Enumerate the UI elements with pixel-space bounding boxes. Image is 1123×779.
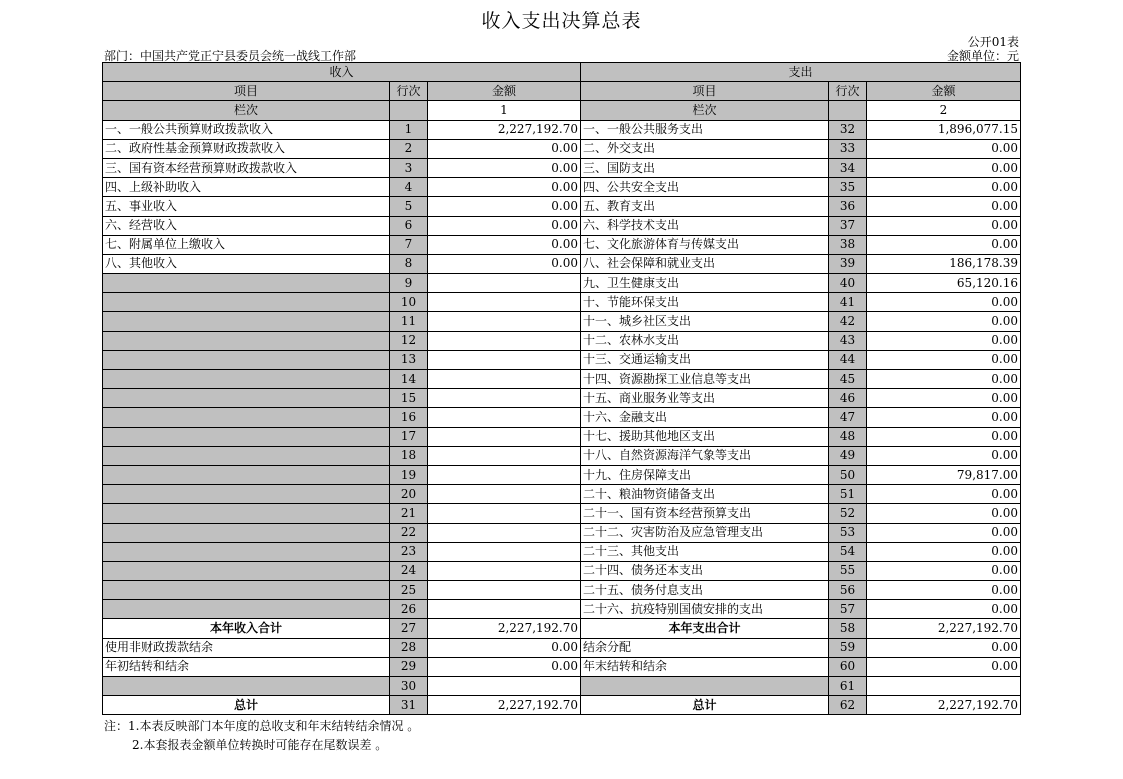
expense-item-cell: 十六、金融支出	[581, 408, 829, 427]
expense-item-cell: 九、卫生健康支出	[581, 274, 829, 293]
table-row	[103, 293, 1021, 312]
expense-amount-cell: 2,227,192.70	[867, 696, 1021, 715]
table-row	[103, 465, 1021, 484]
page-title: 收入支出决算总表	[481, 10, 642, 32]
income-amount-cell: 0.00	[428, 254, 581, 273]
income-item-cell: 使用非财政拨款结余	[103, 638, 390, 657]
expense-amount-cell: 0.00	[867, 178, 1021, 197]
income-amount-cell	[428, 331, 581, 350]
expense-item-cell: 十七、援助其他地区支出	[581, 427, 829, 446]
income-rowno-cell: 26	[390, 600, 428, 619]
expense-rowno-cell: 36	[829, 197, 867, 216]
income-amount-cell	[428, 542, 581, 561]
expense-item-cell: 二十六、抗疫特别国债安排的支出	[581, 600, 829, 619]
expense-rowno-cell: 34	[829, 158, 867, 177]
amount-unit-label: 金额单位：元	[946, 49, 1019, 63]
income-rowno-cell: 30	[390, 677, 428, 696]
table-row	[103, 677, 1021, 696]
income-rowno-cell: 22	[390, 523, 428, 542]
expense-item-cell: 一、一般公共服务支出	[581, 120, 829, 139]
expense-amount-cell: 0.00	[867, 197, 1021, 216]
expense-item-cell: 八、社会保障和就业支出	[581, 254, 829, 273]
income-amount-cell	[428, 485, 581, 504]
income-rowno-cell: 20	[390, 485, 428, 504]
income-rowno-header: 行次	[390, 82, 428, 101]
income-col-number: 1	[428, 101, 581, 120]
expense-rowno-cell: 58	[829, 619, 867, 638]
expense-amount-cell: 0.00	[867, 312, 1021, 331]
income-amount-cell: 0.00	[428, 235, 581, 254]
table-row	[103, 178, 1021, 197]
income-item-cell: 一、一般公共预算财政拨款收入	[103, 120, 390, 139]
expense-amount-cell: 0.00	[867, 158, 1021, 177]
expense-item-cell: 十五、商业服务业等支出	[581, 389, 829, 408]
income-item-cell: 二、政府性基金预算财政拨款收入	[103, 139, 390, 158]
expense-item-cell: 二十三、其他支出	[581, 542, 829, 561]
expense-item-cell: 二十五、债务付息支出	[581, 581, 829, 600]
expense-rowno-cell: 59	[829, 638, 867, 657]
income-header: 收入	[103, 63, 581, 82]
income-rowno-cell: 1	[390, 120, 428, 139]
expense-rowno-cell: 55	[829, 561, 867, 580]
expense-item-cell: 结余分配	[581, 638, 829, 657]
expense-rowno-cell: 49	[829, 446, 867, 465]
expense-rowno-cell: 35	[829, 178, 867, 197]
expense-item-cell	[581, 677, 829, 696]
income-amount-cell: 2,227,192.70	[428, 619, 581, 638]
expense-rowno-cell: 43	[829, 331, 867, 350]
income-amount-cell: 0.00	[428, 638, 581, 657]
expense-amount-cell: 0.00	[867, 504, 1021, 523]
income-item-cell	[103, 331, 390, 350]
income-item-cell: 六、经营收入	[103, 216, 390, 235]
income-rowno-cell: 5	[390, 197, 428, 216]
income-item-cell	[103, 600, 390, 619]
income-amount-cell: 0.00	[428, 216, 581, 235]
table-row	[103, 446, 1021, 465]
income-amount-cell	[428, 408, 581, 427]
income-amount-cell: 0.00	[428, 178, 581, 197]
expense-rowno-cell: 37	[829, 216, 867, 235]
note-1: 注：1.本表反映部门本年度的总收支和年末结转结余情况 。	[104, 719, 420, 733]
expense-item-cell: 二十一、国有资本经营预算支出	[581, 504, 829, 523]
income-item-cell	[103, 465, 390, 484]
income-amount-cell	[428, 465, 581, 484]
expense-amount-cell: 0.00	[867, 370, 1021, 389]
expense-item-cell: 七、文化旅游体育与传媒支出	[581, 235, 829, 254]
expense-amount-cell: 0.00	[867, 389, 1021, 408]
expense-rowno-cell: 45	[829, 370, 867, 389]
expense-amount-cell: 186,178.39	[867, 254, 1021, 273]
expense-rowno-cell: 53	[829, 523, 867, 542]
subtotal-row	[103, 619, 1021, 638]
table-row	[103, 350, 1021, 369]
income-expense-table	[102, 62, 1021, 715]
income-rowno-cell: 17	[390, 427, 428, 446]
income-item-cell	[103, 446, 390, 465]
income-amount-header: 金额	[428, 82, 581, 101]
expense-amount-cell: 0.00	[867, 331, 1021, 350]
income-item-cell: 八、其他收入	[103, 254, 390, 273]
expense-amount-cell: 0.00	[867, 581, 1021, 600]
expense-rowno-cell: 57	[829, 600, 867, 619]
expense-rowno-cell: 32	[829, 120, 867, 139]
expense-amount-cell: 0.00	[867, 542, 1021, 561]
expense-amount-cell: 0.00	[867, 657, 1021, 676]
income-amount-cell	[428, 350, 581, 369]
expense-item-cell: 十四、资源勘探工业信息等支出	[581, 370, 829, 389]
expense-item-cell: 六、科学技术支出	[581, 216, 829, 235]
expense-amount-cell: 0.00	[867, 408, 1021, 427]
table-header-columns	[103, 82, 1021, 101]
income-amount-cell	[428, 581, 581, 600]
income-amount-cell	[428, 389, 581, 408]
income-amount-cell: 0.00	[428, 197, 581, 216]
table-header-colno	[103, 101, 1021, 120]
expense-amount-cell: 65,120.16	[867, 274, 1021, 293]
expense-amount-cell: 0.00	[867, 446, 1021, 465]
table-row	[103, 139, 1021, 158]
income-amount-cell: 0.00	[428, 657, 581, 676]
income-rowno-cell: 24	[390, 561, 428, 580]
expense-rowno-cell: 60	[829, 657, 867, 676]
expense-item-header: 项目	[581, 82, 829, 101]
expense-item-cell: 本年支出合计	[581, 619, 829, 638]
income-rowno-cell: 27	[390, 619, 428, 638]
expense-item-cell: 年末结转和结余	[581, 657, 829, 676]
table-row	[103, 504, 1021, 523]
expense-amount-header: 金额	[867, 82, 1021, 101]
expense-item-cell: 十三、交通运输支出	[581, 350, 829, 369]
note-2: 2.本套报表金额单位转换时可能存在尾数误差 。	[132, 738, 388, 752]
income-item-cell: 年初结转和结余	[103, 657, 390, 676]
income-amount-cell	[428, 446, 581, 465]
expense-rowno-cell: 50	[829, 465, 867, 484]
income-amount-cell	[428, 312, 581, 331]
income-item-cell	[103, 274, 390, 293]
income-rowno-cell: 7	[390, 235, 428, 254]
table-row	[103, 274, 1021, 293]
total-row	[103, 696, 1021, 715]
expense-rowno-cell: 54	[829, 542, 867, 561]
income-rowno-cell: 10	[390, 293, 428, 312]
expense-rowno-cell: 61	[829, 677, 867, 696]
income-amount-cell: 0.00	[428, 139, 581, 158]
income-rowno-cell: 21	[390, 504, 428, 523]
table-row	[103, 216, 1021, 235]
expense-rowno-header: 行次	[829, 82, 867, 101]
income-rowno-cell: 28	[390, 638, 428, 657]
income-item-cell	[103, 542, 390, 561]
income-rowno-cell: 6	[390, 216, 428, 235]
expense-item-cell: 二十、粮油物资储备支出	[581, 485, 829, 504]
table-row	[103, 235, 1021, 254]
expense-col-label: 栏次	[581, 101, 829, 120]
expense-col-number: 2	[867, 101, 1021, 120]
income-amount-cell	[428, 274, 581, 293]
income-item-cell: 七、附属单位上缴收入	[103, 235, 390, 254]
income-item-cell	[103, 485, 390, 504]
table-row	[103, 657, 1021, 676]
income-item-cell	[103, 389, 390, 408]
income-amount-cell	[428, 600, 581, 619]
table-row	[103, 638, 1021, 657]
income-rowno-cell: 14	[390, 370, 428, 389]
expense-amount-cell: 1,896,077.15	[867, 120, 1021, 139]
income-item-cell	[103, 293, 390, 312]
income-item-cell	[103, 523, 390, 542]
expense-amount-cell: 0.00	[867, 293, 1021, 312]
table-row	[103, 561, 1021, 580]
income-rowno-cell: 23	[390, 542, 428, 561]
expense-amount-cell: 0.00	[867, 139, 1021, 158]
expense-rowno-cell: 62	[829, 696, 867, 715]
income-item-header: 项目	[103, 82, 390, 101]
expense-rowno-cell: 44	[829, 350, 867, 369]
expense-rowno-cell: 40	[829, 274, 867, 293]
expense-item-cell: 五、教育支出	[581, 197, 829, 216]
income-item-cell	[103, 504, 390, 523]
income-amount-cell	[428, 370, 581, 389]
income-amount-cell	[428, 677, 581, 696]
income-rowno-cell: 16	[390, 408, 428, 427]
expense-item-cell: 十一、城乡社区支出	[581, 312, 829, 331]
expense-col-blank	[829, 101, 867, 120]
table-header-section	[103, 63, 1021, 82]
expense-rowno-cell: 51	[829, 485, 867, 504]
income-item-cell	[103, 677, 390, 696]
expense-item-cell: 二、外交支出	[581, 139, 829, 158]
table-row	[103, 197, 1021, 216]
expense-amount-cell: 0.00	[867, 235, 1021, 254]
table-row	[103, 389, 1021, 408]
form-number: 公开01表	[967, 35, 1019, 49]
expense-rowno-cell: 56	[829, 581, 867, 600]
expense-amount-cell: 0.00	[867, 523, 1021, 542]
income-rowno-cell: 11	[390, 312, 428, 331]
income-amount-cell	[428, 523, 581, 542]
expense-item-cell: 二十二、灾害防治及应急管理支出	[581, 523, 829, 542]
expense-amount-cell: 0.00	[867, 216, 1021, 235]
table-row	[103, 523, 1021, 542]
expense-rowno-cell: 47	[829, 408, 867, 427]
income-col-blank	[390, 101, 428, 120]
table-row	[103, 158, 1021, 177]
income-item-cell	[103, 350, 390, 369]
income-item-cell	[103, 581, 390, 600]
expense-amount-cell: 0.00	[867, 350, 1021, 369]
expense-item-cell: 十八、自然资源海洋气象等支出	[581, 446, 829, 465]
table-row	[103, 485, 1021, 504]
income-rowno-cell: 13	[390, 350, 428, 369]
income-rowno-cell: 9	[390, 274, 428, 293]
income-rowno-cell: 31	[390, 696, 428, 715]
income-amount-cell	[428, 504, 581, 523]
income-rowno-cell: 25	[390, 581, 428, 600]
table-row	[103, 427, 1021, 446]
expense-rowno-cell: 33	[829, 139, 867, 158]
expense-rowno-cell: 38	[829, 235, 867, 254]
income-amount-cell: 2,227,192.70	[428, 120, 581, 139]
expense-item-cell: 十九、住房保障支出	[581, 465, 829, 484]
table-row	[103, 120, 1021, 139]
income-amount-cell: 0.00	[428, 158, 581, 177]
expense-item-cell: 十二、农林水支出	[581, 331, 829, 350]
expense-rowno-cell: 48	[829, 427, 867, 446]
expense-header: 支出	[581, 63, 1021, 82]
expense-rowno-cell: 42	[829, 312, 867, 331]
expense-item-cell: 总计	[581, 696, 829, 715]
income-rowno-cell: 18	[390, 446, 428, 465]
expense-amount-cell: 79,817.00	[867, 465, 1021, 484]
income-item-cell	[103, 370, 390, 389]
income-item-cell	[103, 561, 390, 580]
table-row	[103, 581, 1021, 600]
expense-amount-cell: 0.00	[867, 561, 1021, 580]
income-item-cell	[103, 408, 390, 427]
income-rowno-cell: 3	[390, 158, 428, 177]
income-rowno-cell: 15	[390, 389, 428, 408]
expense-rowno-cell: 52	[829, 504, 867, 523]
table-row	[103, 370, 1021, 389]
table-row	[103, 312, 1021, 331]
income-item-cell: 四、上级补助收入	[103, 178, 390, 197]
expense-item-cell: 四、公共安全支出	[581, 178, 829, 197]
table-row	[103, 331, 1021, 350]
income-rowno-cell: 29	[390, 657, 428, 676]
income-amount-cell	[428, 293, 581, 312]
expense-amount-cell: 0.00	[867, 485, 1021, 504]
income-item-cell: 总计	[103, 696, 390, 715]
expense-amount-cell: 2,227,192.70	[867, 619, 1021, 638]
income-amount-cell	[428, 427, 581, 446]
table-row	[103, 408, 1021, 427]
income-rowno-cell: 12	[390, 331, 428, 350]
expense-rowno-cell: 41	[829, 293, 867, 312]
expense-rowno-cell: 39	[829, 254, 867, 273]
expense-amount-cell: 0.00	[867, 600, 1021, 619]
expense-amount-cell: 0.00	[867, 427, 1021, 446]
income-item-cell: 本年收入合计	[103, 619, 390, 638]
table-row	[103, 600, 1021, 619]
table-row	[103, 254, 1021, 273]
table-row	[103, 542, 1021, 561]
income-rowno-cell: 4	[390, 178, 428, 197]
expense-amount-cell	[867, 677, 1021, 696]
department-label: 部门：中国共产党正宁县委员会统一战线工作部	[104, 49, 357, 63]
income-amount-cell: 2,227,192.70	[428, 696, 581, 715]
notes	[104, 717, 419, 755]
income-rowno-cell: 2	[390, 139, 428, 158]
expense-item-cell: 二十四、债务还本支出	[581, 561, 829, 580]
income-rowno-cell: 8	[390, 254, 428, 273]
expense-rowno-cell: 46	[829, 389, 867, 408]
income-item-cell: 五、事业收入	[103, 197, 390, 216]
income-amount-cell	[428, 561, 581, 580]
income-rowno-cell: 19	[390, 465, 428, 484]
expense-amount-cell: 0.00	[867, 638, 1021, 657]
income-item-cell	[103, 427, 390, 446]
expense-item-cell: 三、国防支出	[581, 158, 829, 177]
income-item-cell: 三、国有资本经营预算财政拨款收入	[103, 158, 390, 177]
income-col-label: 栏次	[103, 101, 390, 120]
expense-item-cell: 十、节能环保支出	[581, 293, 829, 312]
income-item-cell	[103, 312, 390, 331]
